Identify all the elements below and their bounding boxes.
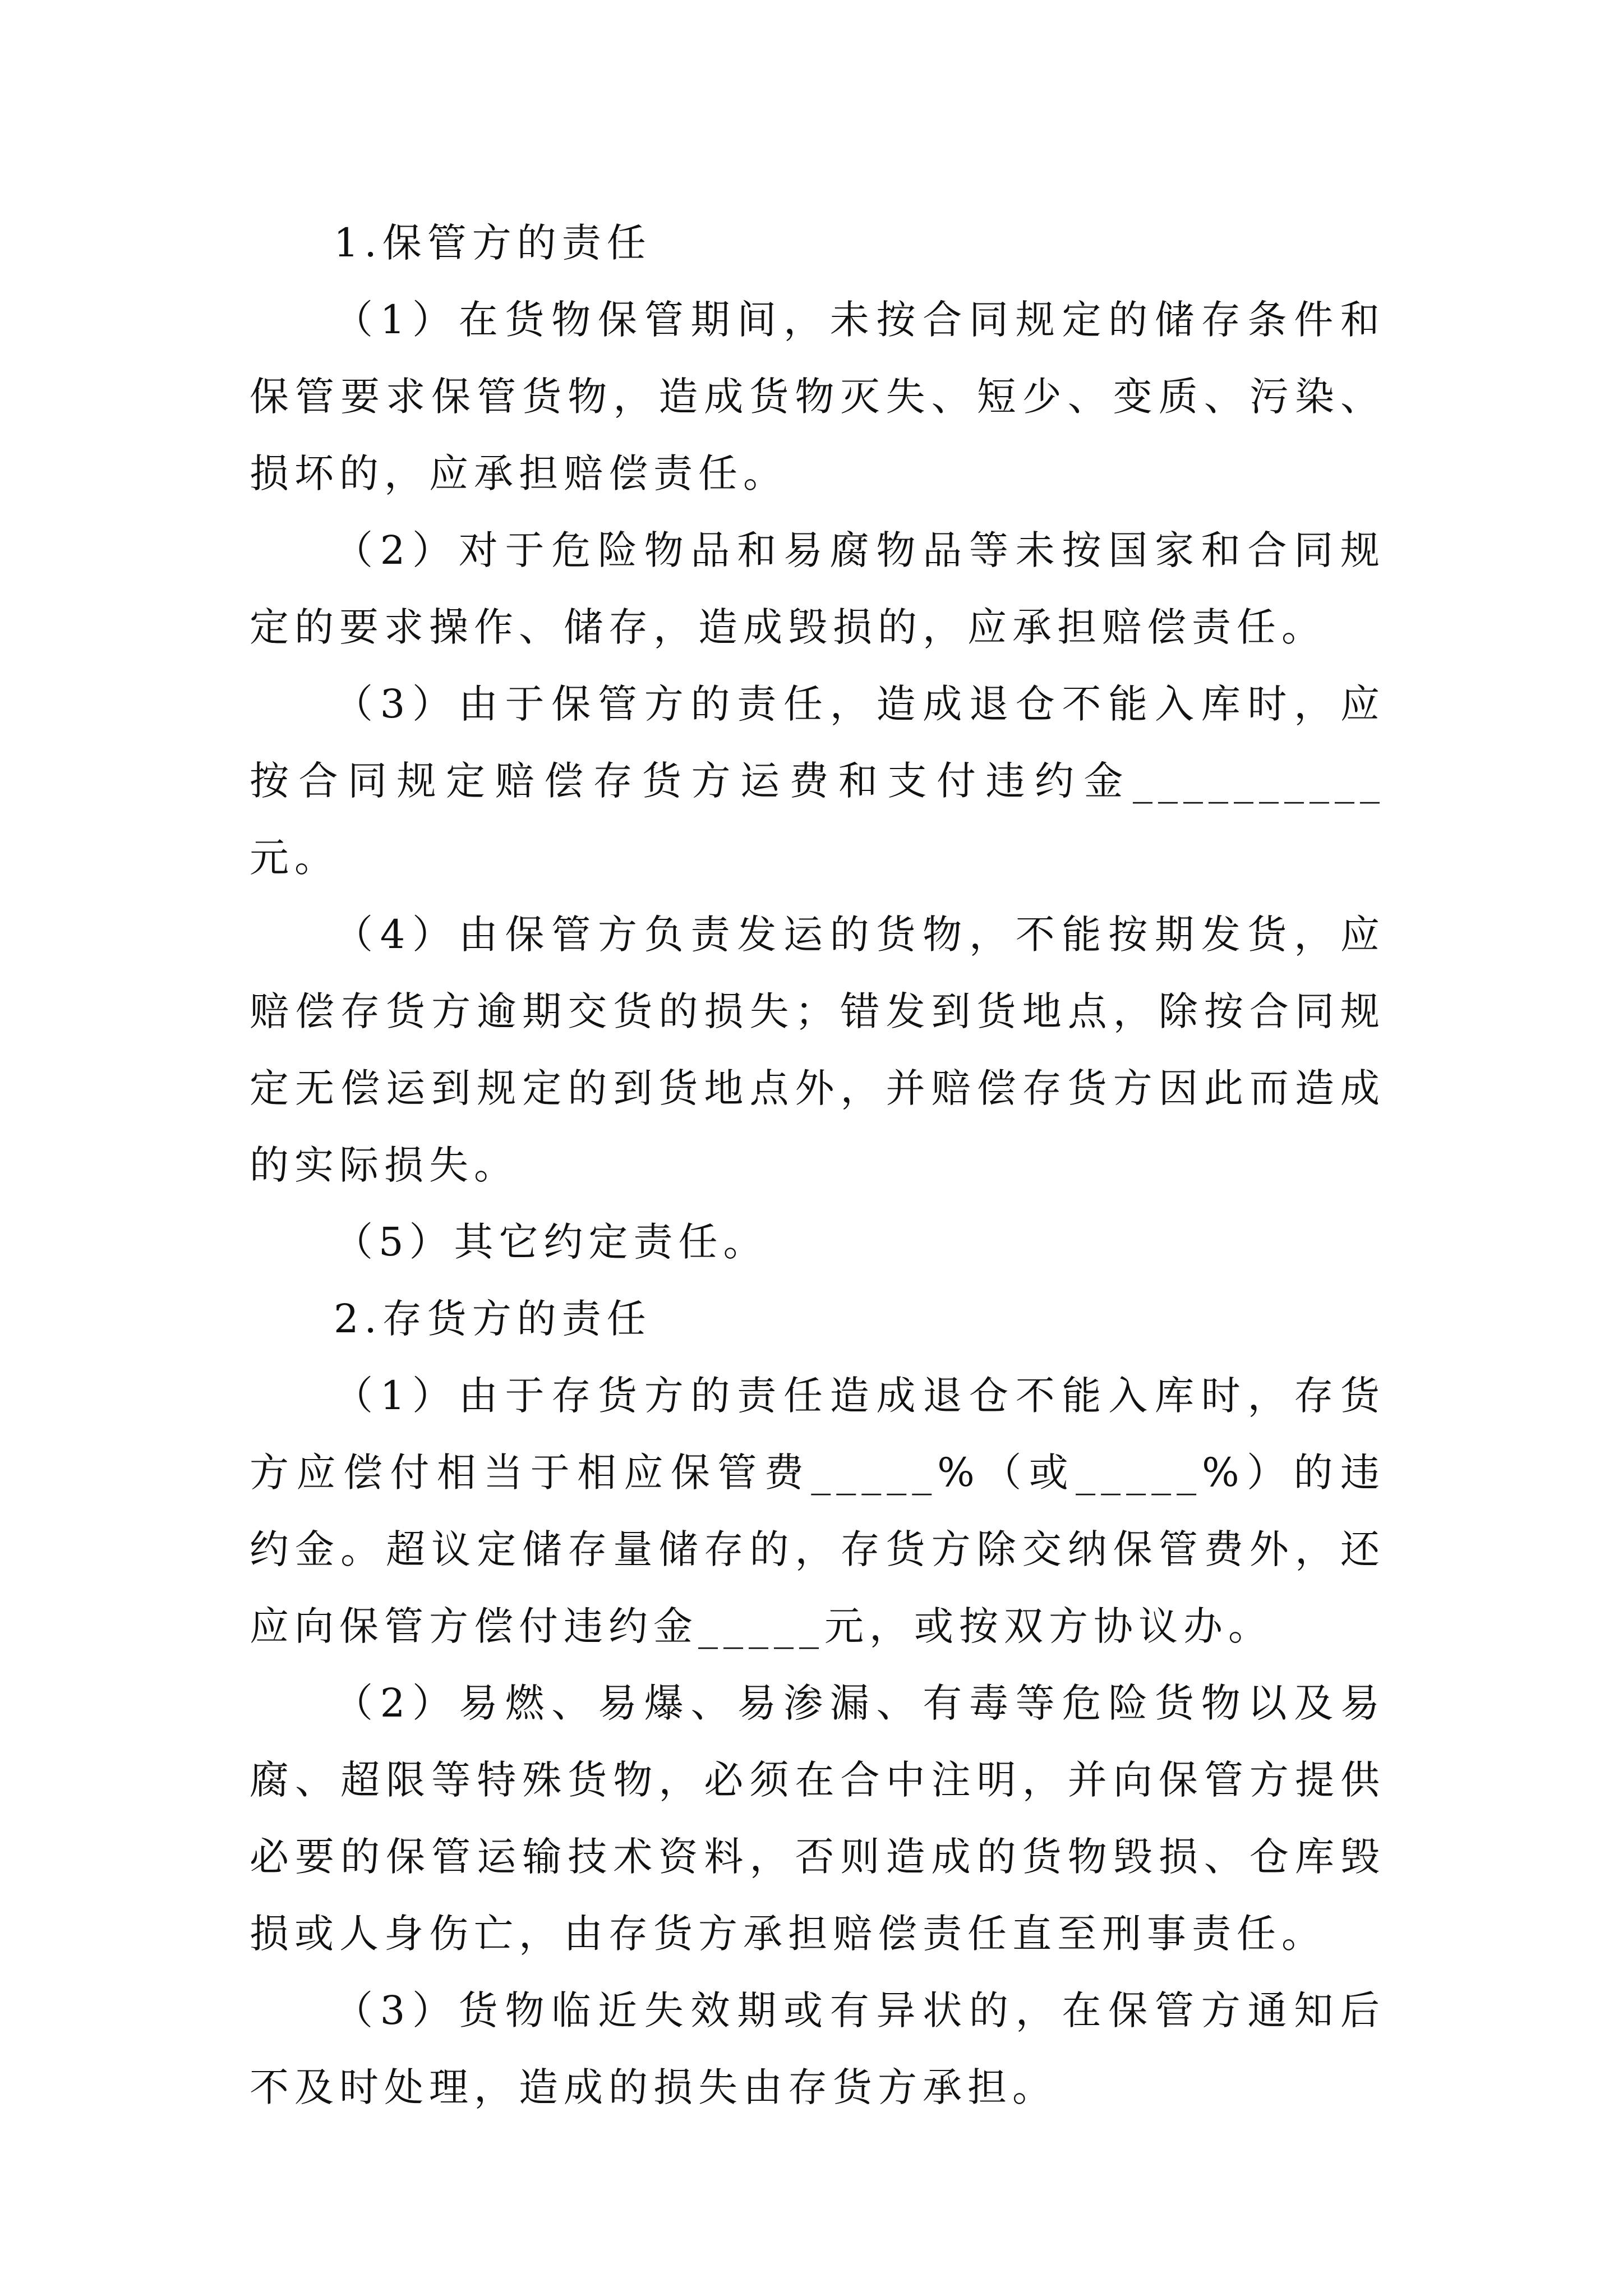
- paragraph-keeper-2: （2）对于危险物品和易腐物品等未按国家和合同规定的要求操作、储存，造成毁损的，应承担赔偿责任。: [250, 527, 1385, 650]
- section-heading-depositor-responsibility: 2.存货方的责任: [334, 1296, 652, 1342]
- paragraph-keeper-1: （1）在货物保管期间，未按合同规定的储存条件和保管要求保管货物，造成货物灭失、短少、变质、污染、损坏的，应承担赔偿责任。: [250, 297, 1385, 496]
- paragraph-keeper-5: （5）其它约定责任。: [334, 1219, 768, 1265]
- paragraph-depositor-2: （2）易燃、易爆、易渗漏、有毒等危险货物以及易腐、超限等特殊货物，必须在合中注明，并向保管方提供必要的保管运输技术资料，否则造成的货物毁损、仓库毁损或人身伤亡，由存货方承担赔偿责任直至刑事责任。: [250, 1680, 1385, 1957]
- paragraph-keeper-4: （4）由保管方负责发运的货物，不能按期发货，应赔偿存货方逾期交货的损失；错发到货地点，除按合同规定无偿运到规定的到货地点外，并赔偿存货方因此而造成的实际损失。: [250, 912, 1385, 1188]
- paragraph-depositor-1: （1）由于存货方的责任造成退仓不能入库时，存货方应偿付相当于相应保管费_____%（或_____%）的违约金。超议定储存量储存的，存货方除交纳保管费外，还应向保管方偿付违约金_____元，或按双方协议办。: [250, 1373, 1385, 1649]
- section-heading-keeper-responsibility: 1.保管方的责任: [334, 220, 652, 266]
- paragraph-depositor-3: （3）货物临近失效期或有异状的，在保管方通知后不及时处理，造成的损失由存货方承担。: [250, 1987, 1385, 2110]
- document-body: [250, 205, 1385, 2126]
- paragraph-keeper-3: （3）由于保管方的责任，造成退仓不能入库时，应按合同规定赔偿存货方运费和支付违约金__________元。: [250, 681, 1385, 881]
